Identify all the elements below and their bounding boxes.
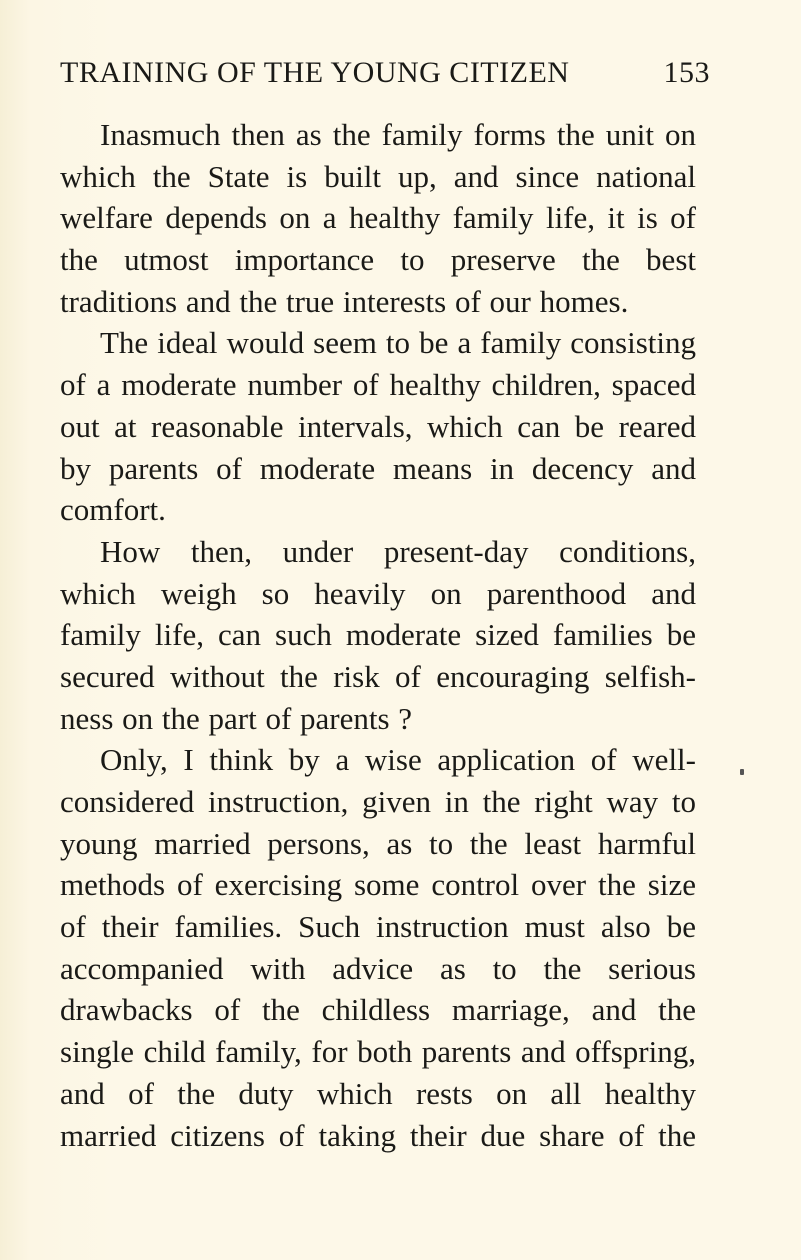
text-line: considered instruction, given in the right way to <box>60 784 696 819</box>
text-line: by parents of moderate means in decency and <box>60 450 696 486</box>
paragraph <box>60 322 696 530</box>
running-head <box>60 56 710 100</box>
paragraph <box>60 739 696 1156</box>
text-line: Only, I think by a wise application of well- <box>100 742 696 778</box>
text-line: and of the duty which rests on all healthy <box>60 1075 696 1111</box>
text-line: single child family, for both parents and offspring, <box>60 1034 696 1070</box>
text-line: ness on the part of parents ? <box>60 700 413 736</box>
text-line: The ideal would seem to be a family consisting <box>100 325 696 361</box>
text-line: secured without the risk of encouraging selfish- <box>60 658 696 694</box>
text-line: of a moderate number of healthy children, spaced <box>60 367 696 403</box>
text-line: welfare depends on a healthy family life, it is of <box>60 200 696 236</box>
text-line: traditions and the true interests of our homes. <box>60 283 629 319</box>
text-line: out at reasonable intervals, which can be reared <box>60 408 696 444</box>
text-line: drawbacks of the childless marriage, and the <box>60 992 696 1028</box>
paragraph <box>60 531 696 739</box>
text-line: Inasmuch then as the family forms the unit on <box>100 117 696 152</box>
running-head-title: TRAINING OF THE YOUNG CITIZEN <box>60 56 570 89</box>
text-line: methods of exercising some control over the size <box>60 867 696 903</box>
text-line: which the State is built up, and since national <box>60 158 696 194</box>
paragraph <box>60 114 696 322</box>
text-line: which weigh so heavily on parenthood and <box>60 575 696 611</box>
body-text <box>60 114 696 1156</box>
text-line: How then, under present-day conditions, <box>100 533 696 569</box>
print-speck <box>740 769 744 775</box>
page-number: 153 <box>663 56 710 89</box>
text-line: of their families. Such instruction must also be <box>60 909 696 945</box>
text-line: accompanied with advice as to the serious <box>60 950 696 986</box>
text-line: married citizens of taking their due share of the <box>60 1117 696 1153</box>
text-line: comfort. <box>60 492 166 528</box>
text-line: the utmost importance to preserve the best <box>60 242 696 278</box>
text-line: family life, can such moderate sized families be <box>60 617 696 653</box>
text-line: young married persons, as to the least harmful <box>60 825 696 861</box>
